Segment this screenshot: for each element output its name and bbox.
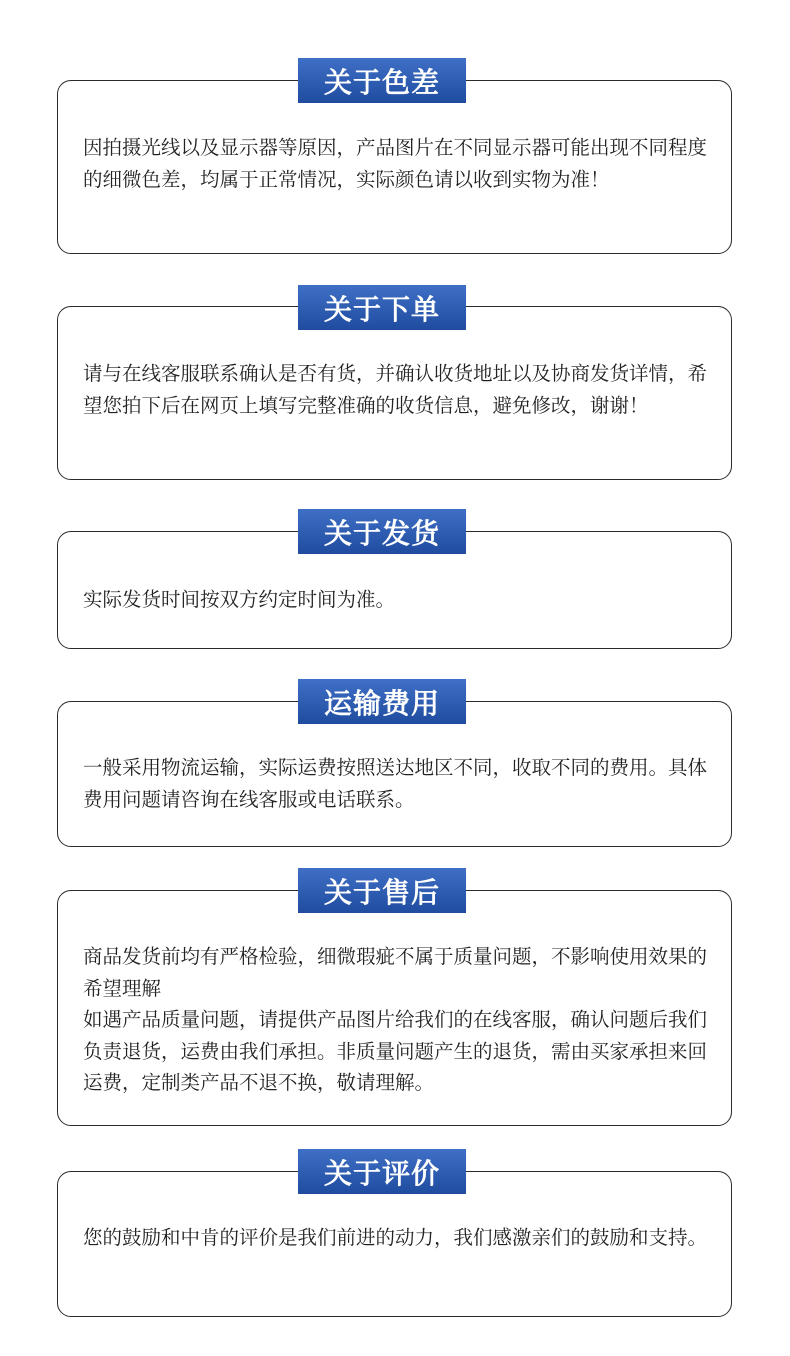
section-text [83,358,708,421]
section-text [83,941,708,1099]
paragraph: 如遇产品质量问题，请提供产品图片给我们的在线客服，确认问题后我们负责退货，运费由我们承担。非质量问题产生的退货，需由买家承担来回 运费，定制类产品不退不换，敬请理解。 [83,1008,708,1094]
section-text [83,584,708,616]
section-title: 关于发货 [298,509,466,554]
paragraph: 商品发货前均有严格检验，细微瑕疵不属于质量问题，不影响使用效果的希望理解 [83,945,708,1000]
paragraph: 您的鼓励和中肯的评价是我们前进的动力，我们感激亲们的鼓励和支持。 [83,1226,708,1249]
section-title: 运输费用 [298,679,466,724]
section-text [83,1222,708,1254]
section-title: 关于色差 [298,58,466,103]
section-title: 关于下单 [298,285,466,330]
section-text [83,132,708,195]
paragraph: 因拍摄光线以及显示器等原因，产品图片在不同显示器可能出现不同程度的细微色差，均属于正常情况，实际颜色请以收到实物为准！ [83,136,708,191]
paragraph: 实际发货时间按双方约定时间为准。 [83,588,396,611]
paragraph: 一般采用物流运输，实际运费按照送达地区不同，收取不同的费用。具体费用问题请咨询在线客服或电话联系。 [83,756,708,811]
section-title: 关于售后 [298,868,466,913]
section-title: 关于评价 [298,1149,466,1194]
paragraph: 请与在线客服联系确认是否有货，并确认收货地址以及协商发货详情，希望您拍下后在网页上填写完整准确的收货信息，避免修改，谢谢！ [83,362,708,417]
section-text [83,752,708,815]
